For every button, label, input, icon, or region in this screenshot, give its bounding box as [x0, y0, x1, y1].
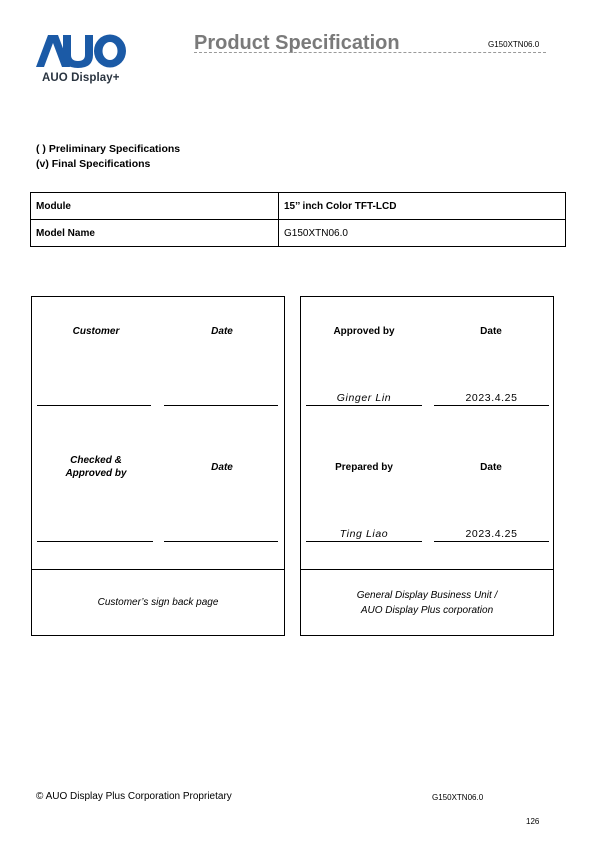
model-name-label: Model Name [31, 220, 279, 247]
prepared-by-label: Prepared by [335, 462, 393, 473]
table-row [31, 193, 566, 220]
checked-signature-line[interactable] [37, 541, 153, 542]
customer-sign-back-note: Customer’s sign back page [97, 597, 219, 608]
checked-date-line[interactable] [164, 541, 278, 542]
checked-label-line1: Checked & [70, 455, 122, 466]
logo-subtitle: AUO Display+ [42, 72, 120, 84]
prepared-signature-line [306, 541, 422, 542]
page-number: 126 [526, 817, 540, 826]
customer-label: Customer [72, 326, 120, 337]
prepared-by-name: Ting Liao [339, 528, 389, 540]
prepared-date-line [434, 541, 549, 542]
document-title: Product Specification [194, 32, 400, 54]
table-row [31, 220, 566, 247]
model-name-value: G150XTN06.0 [279, 220, 566, 247]
customer-panel-footer [32, 569, 284, 635]
approved-signature-line [306, 405, 422, 406]
prepared-date-label: Date [480, 462, 502, 473]
approved-date-line [434, 405, 549, 406]
customer-signature-line[interactable] [37, 405, 151, 406]
customer-date-label: Date [211, 326, 233, 337]
final-spec-status: (v) Final Specifications [36, 158, 151, 170]
footer-model-number: G150XTN06.0 [432, 793, 484, 802]
preliminary-spec-status: ( ) Preliminary Specifications [36, 143, 181, 155]
module-value: 15’’ inch Color TFT-LCD [279, 193, 566, 220]
business-unit-line: General Display Business Unit / [356, 589, 498, 601]
auo-signature-panel [300, 296, 554, 636]
approved-date-label: Date [480, 326, 502, 337]
checked-date-label: Date [211, 462, 233, 473]
corporation-line: AUO Display Plus corporation [360, 604, 494, 616]
approved-by-label: Approved by [333, 326, 395, 337]
header-model-number: G150XTN06.0 [488, 40, 540, 49]
module-label: Module [31, 193, 279, 220]
customer-date-line[interactable] [164, 405, 278, 406]
module-info-table [30, 192, 566, 247]
copyright-notice: © AUO Display Plus Corporation Proprietary [36, 791, 232, 802]
auo-panel-footer [301, 569, 553, 635]
header-divider [194, 52, 546, 53]
auo-logo-mark [36, 33, 128, 69]
approved-date-value: 2023.4.25 [465, 392, 518, 404]
customer-signature-panel [31, 296, 285, 636]
checked-approved-label [46, 454, 146, 480]
checked-label-line2: Approved by [65, 468, 127, 479]
prepared-date-value: 2023.4.25 [465, 528, 518, 540]
approved-by-name: Ginger Lin [336, 392, 392, 404]
